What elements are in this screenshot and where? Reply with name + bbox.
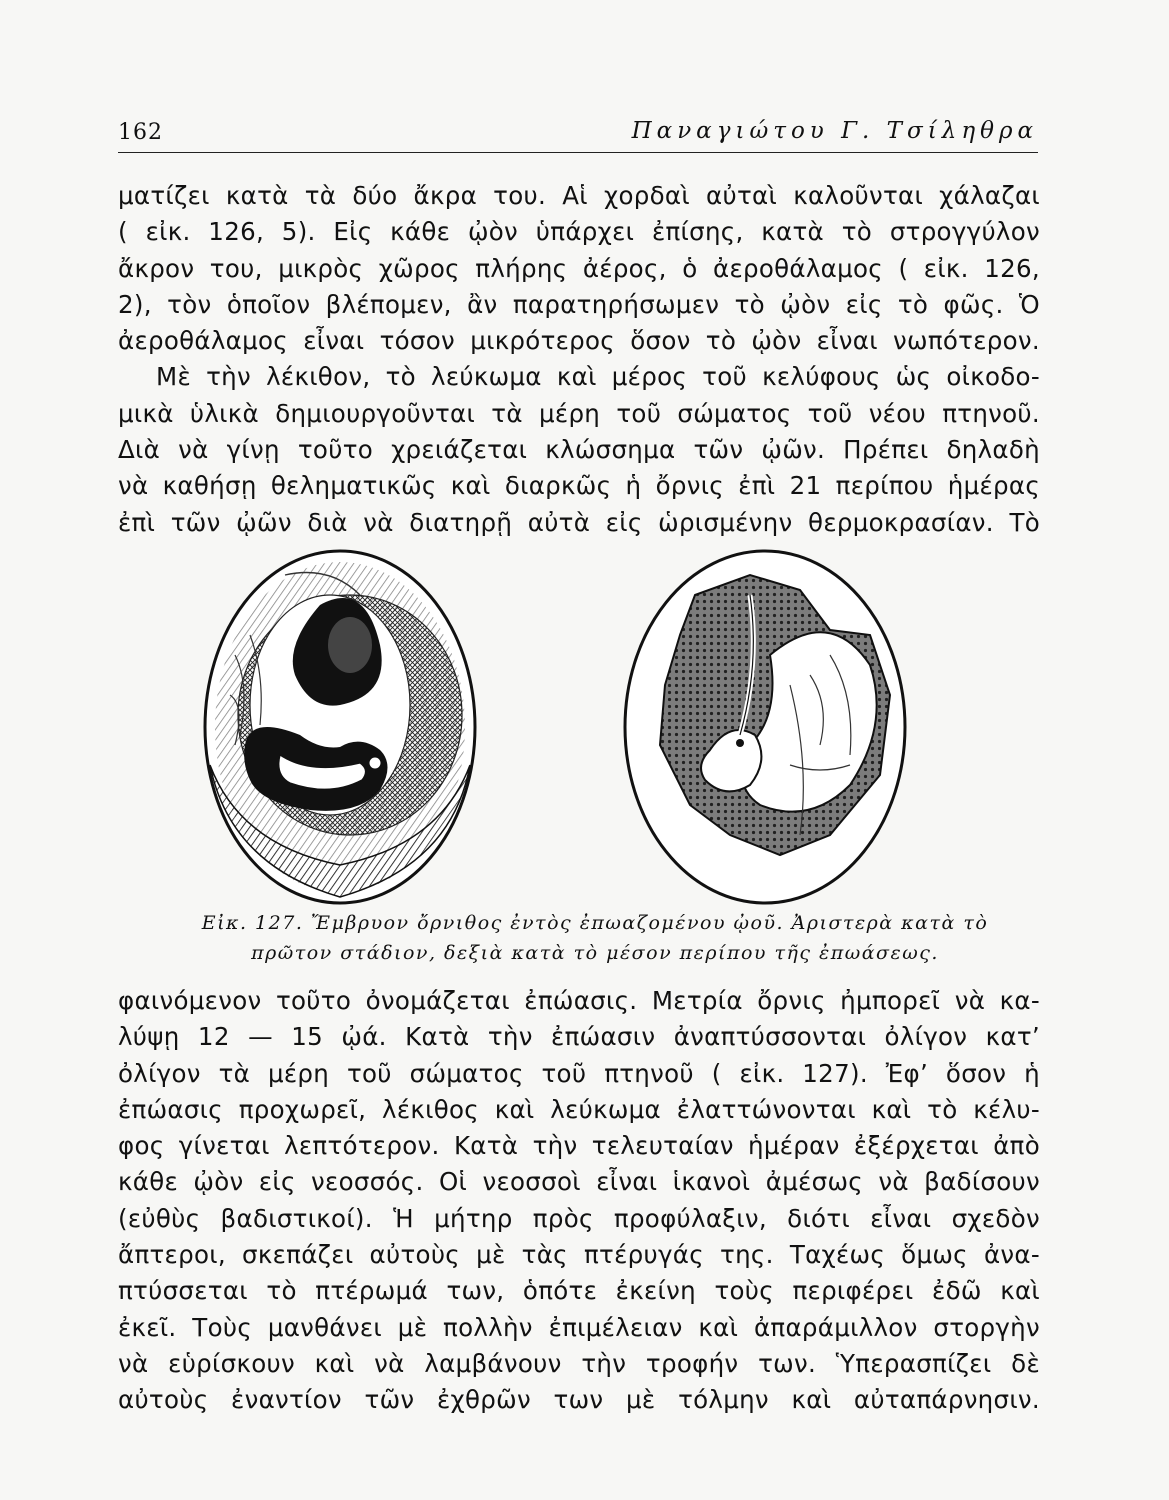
running-head: Παναγιώτου Γ. Τσίληθρα (631, 118, 1038, 144)
paragraph-bottom (118, 983, 1040, 1419)
text-line: φαινόμενον τοῦτο ὀνομάζεται ἐπώασις. Μετρία ὄρνις ἠμπορεῖ νὰ κα- (118, 986, 1040, 1015)
text-line: αὐτοὺς ἐναντίον τῶν ἐχθρῶν των μὲ τόλμην καὶ αὐταπάρνησιν. (118, 1385, 1040, 1415)
text-line: Μὲ τὴν λέκιθον, τὸ λεύκωμα καὶ μέρος τοῦ κελύφους ὡς οἰκοδο- (156, 362, 1040, 392)
caption-line: πρῶτον στάδιον, δεξιὰ κατὰ τὸ μέσον περίπου τῆς ἐπωάσεως. (251, 942, 939, 964)
left-egg-illustration (205, 551, 475, 903)
text-line: νὰ εὑρίσκουν καὶ νὰ λαμβάνουν τὴν τροφήν των. Ὑπερασπίζει δὲ (118, 1348, 1040, 1378)
right-egg-illustration (625, 551, 905, 903)
text-line: Διὰ νὰ γίνῃ τοῦτο χρειάζεται κλώσσημα τῶν ᾠῶν. Πρέπει δηλαδὴ (118, 435, 1040, 465)
text-line: φος γίνεται λεπτότερον. Κατὰ τὴν τελευταίαν ἡμέραν ἐξέρχεται ἀπὸ (118, 1131, 1040, 1161)
text-line: 2), τὸν ὁποῖον βλέπομεν, ἂν παρατηρήσωμεν τὸ ᾠὸν εἰς τὸ φῶς. Ὁ (118, 289, 1040, 319)
paragraph-top (118, 178, 1040, 541)
text-line: (εὐθὺς βαδιστικοί). Ἡ μήτηρ πρὸς προφύλαξιν, διότι εἶναι σχεδὸν (118, 1203, 1040, 1233)
eggs-svg (190, 535, 1050, 907)
caption-line: Εἰκ. 127. Ἔμβρυον ὄρνιθος ἐντὸς ἐπωαζομένου ᾠοῦ. Ἀριστερὰ κατὰ τὸ (201, 912, 989, 934)
text-line: ἐπὶ τῶν ᾠῶν διὰ νὰ διατηρῇ αὐτὰ εἰς ὡρισμένην θερμοκρασίαν. Τὸ (118, 507, 1040, 537)
text-line: κάθε ᾠὸν εἰς νεοσσός. Οἱ νεοσσοὶ εἶναι ἱκανοὶ ἀμέσως νὰ βαδίσουν (118, 1167, 1040, 1197)
text-line: ( εἰκ. 126, 5). Εἰς κάθε ᾠὸν ὑπάρχει ἐπίσης, κατὰ τὸ στρογγύλον (118, 217, 1040, 247)
text-line: ὀλίγον τὰ μέρη τοῦ σώματος τοῦ πτηνοῦ ( εἰκ. 127). Ἐφ’ ὅσον ἡ (118, 1058, 1040, 1088)
page-header (118, 112, 1038, 153)
text-line: πτύσσεται τὸ πτέρωμά των, ὁπότε ἐκείνη τοὺς περιφέρει ἐδῶ καὶ (118, 1276, 1040, 1306)
text-line: ματίζει κατὰ τὰ δύο ἄκρα του. Αἱ χορδαὶ αὐταὶ καλοῦνται χάλαζαι (118, 181, 1040, 210)
figure-caption (160, 908, 1030, 968)
text-line: μικὰ ὑλικὰ δημιουργοῦνται τὰ μέρη τοῦ σώματος τοῦ νέου πτηνοῦ. (118, 398, 1040, 428)
text-line: ἐκεῖ. Τοὺς μανθάνει μὲ πολλὴν ἐπιμέλειαν καὶ ἀπαράμιλλον στοργὴν (118, 1312, 1040, 1342)
figure-eggs-illustration (190, 535, 1050, 907)
text-line: ἄκρον του, μικρὸς χῶρος πλήρης ἀέρος, ὁ ἀεροθάλαμος ( εἰκ. 126, (118, 253, 1040, 283)
text-line: λύψῃ 12 — 15 ᾠά. Κατὰ τὴν ἐπώασιν ἀναπτύσσονται ὀλίγον κατ’ (118, 1022, 1040, 1052)
page-number: 162 (118, 120, 163, 145)
text-line: ἀεροθάλαμος εἶναι τόσον μικρότερος ὅσον τὸ ᾠὸν εἶναι νωπότερον. (118, 326, 1040, 356)
text-line: ἐπώασις προχωρεῖ, λέκιθος καὶ λεύκωμα ἐλαττώνονται καὶ τὸ κέλυ- (118, 1094, 1040, 1124)
text-line: ἄπτεροι, σκεπάζει αὐτοὺς μὲ τὰς πτέρυγάς της. Ταχέως ὅμως ἀνα- (118, 1240, 1040, 1270)
text-line: νὰ καθήσῃ θεληματικῶς καὶ διαρκῶς ἡ ὄρνις ἐπὶ 21 περίπου ἡμέρας (118, 471, 1040, 501)
